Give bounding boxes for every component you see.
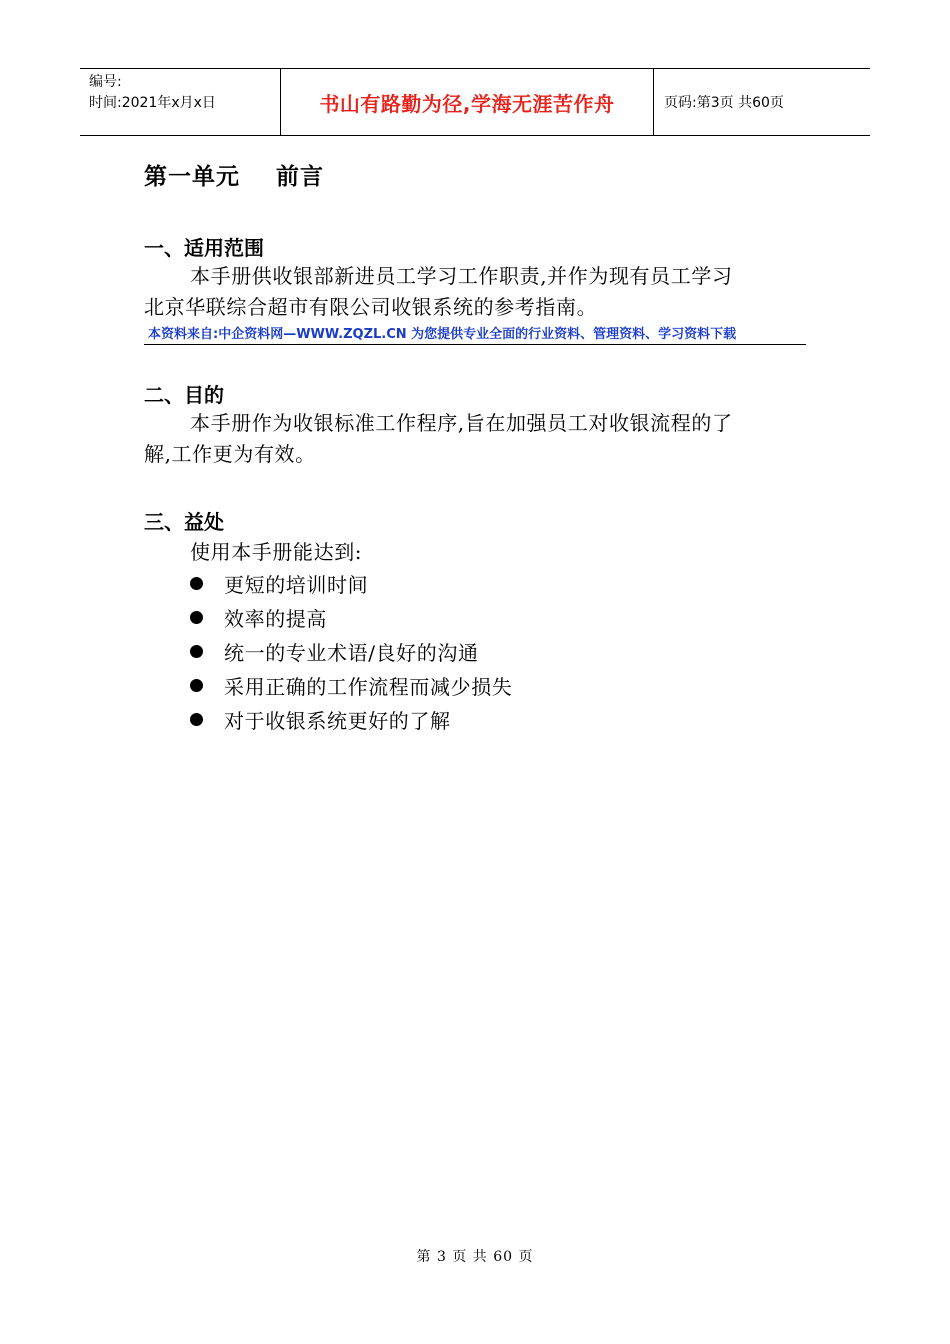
bullet-icon [190,679,203,692]
document-time-label: 时间:2021年x月x日 [89,95,216,111]
list-item-text: 采用正确的工作流程而减少损失 [224,674,513,699]
bullet-icon [190,577,203,590]
section-body-scope [144,261,809,323]
header-page-info: 页码:第3页 共60页 [664,95,784,111]
bullet-icon [190,611,203,624]
list-item [190,634,512,668]
list-item [190,702,512,736]
list-item-text: 统一的专业术语/良好的沟通 [224,640,479,665]
list-item-text: 效率的提高 [224,606,327,631]
section-heading-benefits: 三、益处 [144,510,224,534]
section-body-purpose [144,408,809,470]
bullet-icon [190,645,203,658]
list-item [190,600,512,634]
list-item-text: 对于收银系统更好的了解 [224,708,451,733]
list-item [190,668,512,702]
benefits-intro: 使用本手册能达到: [190,540,363,564]
list-item-text: 更短的培训时间 [224,572,369,597]
benefits-list [190,566,512,736]
header-meta-cell [80,69,281,135]
source-note-link[interactable]: 本资料来自:中企资料网—WWW.ZQZL.CN 为您提供专业全面的行业资料、管理资料、学习资料下载 [144,326,806,345]
list-item [190,566,512,600]
section-heading-purpose: 二、目的 [144,383,224,407]
header-motto: 书山有路勤为径,学海无涯苦作舟 [281,69,654,135]
section-heading-scope: 一、适用范围 [144,236,264,260]
unit-title: 第一单元 前言 [144,164,325,190]
paragraph-line: 本手册供收银部新进员工学习工作职责,并作为现有员工学习 [190,264,733,288]
paragraph-line: 本手册作为收银标准工作程序,旨在加强员工对收银流程的了 [190,411,733,435]
bullet-icon [190,713,203,726]
page-footer: 第 3 页 共 60 页 [416,1249,534,1265]
paragraph-line: 北京华联综合超市有限公司收银系统的参考指南。 [144,295,598,319]
document-header [80,68,870,136]
document-number-label: 编号: [89,74,122,90]
paragraph-line: 解,工作更为有效。 [144,442,316,466]
